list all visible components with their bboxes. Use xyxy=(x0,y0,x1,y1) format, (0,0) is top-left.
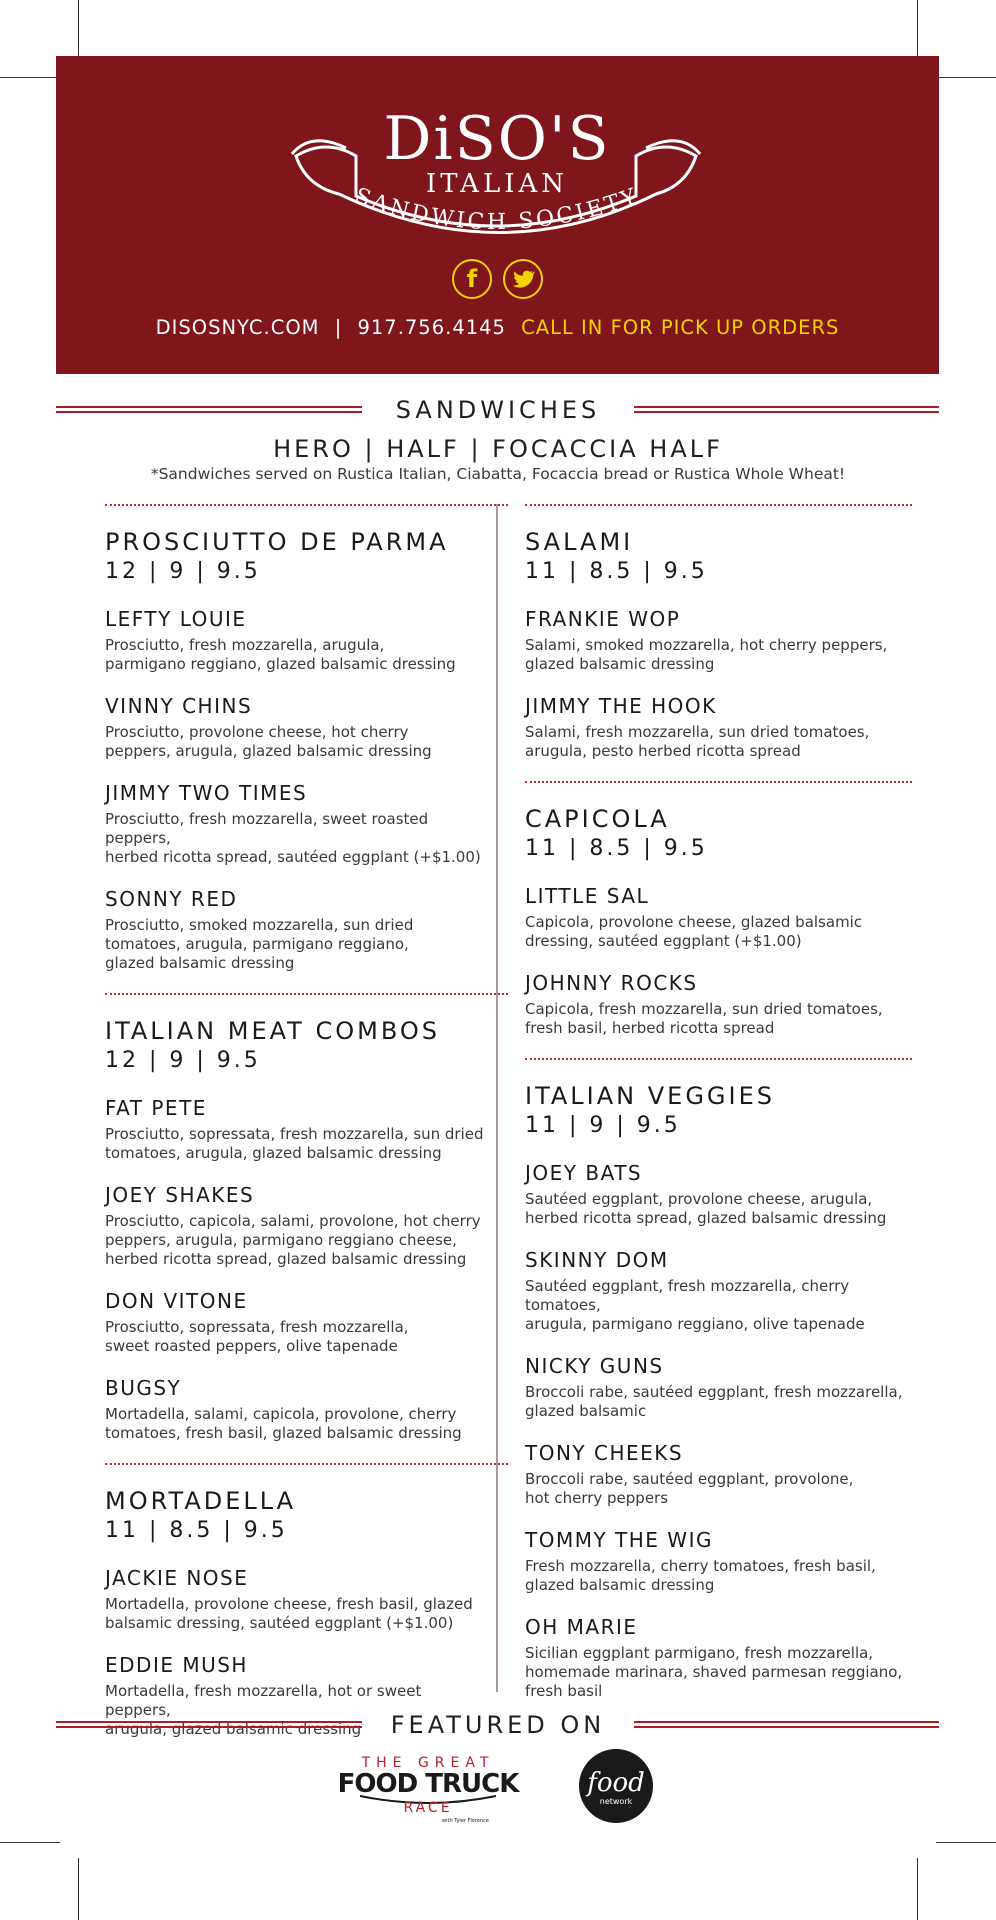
menu-item-desc: Sicilian eggplant parmigano, fresh mozzarella, homemade marinara, shaved parmesan reggiano, fresh basil xyxy=(525,1644,903,1700)
menu-column-right xyxy=(525,504,920,1721)
food-truck-race-logo xyxy=(330,1738,660,1838)
category-prices: 12 | 9 | 9.5 xyxy=(105,559,261,584)
column-divider xyxy=(496,504,498,1692)
sizes-heading: HERO | HALF | FOCACCIA HALF xyxy=(273,435,723,463)
brand-name: DiSO'S xyxy=(383,104,611,174)
category-prices: 11 | 8.5 | 9.5 xyxy=(525,559,708,584)
section-divider xyxy=(105,504,508,506)
brand-logo xyxy=(56,56,939,256)
facebook-icon[interactable]: f xyxy=(452,259,492,299)
section-divider xyxy=(525,781,912,783)
contact-line xyxy=(56,316,939,339)
show-line1: THE GREAT xyxy=(361,1755,495,1771)
header-banner xyxy=(56,56,939,374)
menu-item-desc: Salami, smoked mozzarella, hot cherry peppers, glazed balsamic dressing xyxy=(525,636,888,673)
crop-mark xyxy=(936,1842,996,1843)
menu-item-desc: Prosciutto, smoked mozzarella, sun dried tomatoes, arugula, parmigano reggiano, glazed balsamic dressing xyxy=(105,916,414,972)
menu-item-name: SONNY RED xyxy=(105,887,238,911)
menu-item xyxy=(525,971,920,1038)
menu-item-name: BUGSY xyxy=(105,1376,182,1400)
network-sub: network xyxy=(599,1797,633,1806)
menu-item xyxy=(105,1376,490,1443)
menu-item xyxy=(105,1566,490,1633)
show-line2: FOOD TRUCK xyxy=(337,1769,519,1799)
menu-item-desc: Salami, fresh mozzarella, sun dried tomatoes, arugula, pesto herbed ricotta spread xyxy=(525,723,870,760)
menu-column-left xyxy=(105,504,490,1759)
menu-item-name: EDDIE MUSH xyxy=(105,1653,248,1677)
network-name: food xyxy=(587,1768,645,1798)
menu-item-name: JOEY SHAKES xyxy=(105,1183,255,1207)
crop-mark xyxy=(917,1858,918,1920)
category-prices: 11 | 8.5 | 9.5 xyxy=(525,836,708,861)
menu-item-name: TONY CHEEKS xyxy=(525,1441,684,1465)
menu-item-name: DON VITONE xyxy=(105,1289,248,1313)
menu-item-desc: Prosciutto, fresh mozzarella, sweet roasted peppers, herbed ricotta spread, sautéed eggplant (+$1.00) xyxy=(105,810,481,866)
section-divider xyxy=(525,1058,912,1060)
menu-item xyxy=(525,607,920,674)
menu-item-desc: Mortadella, salami, capicola, provolone, cherry tomatoes, fresh basil, glazed balsamic dressing xyxy=(105,1405,462,1442)
menu-item-name: LITTLE SAL xyxy=(525,884,650,908)
menu-item-name: FAT PETE xyxy=(105,1096,207,1120)
social-links xyxy=(56,259,939,299)
category-prices: 12 | 9 | 9.5 xyxy=(105,1048,261,1073)
pickup-callout: CALL IN FOR PICK UP ORDERS xyxy=(521,316,840,339)
menu-item-name: VINNY CHINS xyxy=(105,694,253,718)
category-prices: 11 | 8.5 | 9.5 xyxy=(105,1518,288,1543)
website-link[interactable]: DISOSNYC.COM xyxy=(155,316,320,339)
menu-item-desc: Mortadella, provolone cheese, fresh basil, glazed balsamic dressing, sautéed eggplant (+$1.00) xyxy=(105,1595,473,1632)
show-host: with Tyler Florence xyxy=(442,1818,489,1824)
menu-item-name: JOHNNY ROCKS xyxy=(525,971,698,995)
crop-mark xyxy=(917,0,918,60)
menu-item-desc: Capicola, fresh mozzarella, sun dried tomatoes, fresh basil, herbed ricotta spread xyxy=(525,1000,883,1037)
menu-item-desc: Broccoli rabe, sautéed eggplant, provolone, hot cherry peppers xyxy=(525,1470,854,1507)
menu-item xyxy=(105,781,490,867)
menu-item xyxy=(525,694,920,761)
menu-item xyxy=(105,887,490,973)
section-divider xyxy=(525,504,912,506)
featured-logos xyxy=(330,1738,660,1838)
menu-item-desc: Prosciutto, provolone cheese, hot cherry peppers, arugula, glazed balsamic dressing xyxy=(105,723,432,760)
twitter-icon[interactable] xyxy=(503,259,543,299)
sandwiches-heading: SANDWICHES xyxy=(395,396,601,424)
menu-item-name: TOMMY THE WIG xyxy=(525,1528,713,1552)
menu-item xyxy=(105,1183,490,1269)
menu-item xyxy=(105,607,490,674)
brand-line2: ITALIAN xyxy=(425,169,569,199)
show-line3: RACE xyxy=(403,1800,453,1816)
menu-item xyxy=(525,1161,920,1228)
crop-mark xyxy=(78,1858,79,1920)
menu-item-desc: Sautéed eggplant, provolone cheese, arugula, herbed ricotta spread, glazed balsamic dressing xyxy=(525,1190,887,1227)
menu-item-desc: Prosciutto, fresh mozzarella, arugula, parmigano reggiano, glazed balsamic dressing xyxy=(105,636,456,673)
brand-line3: SANDWICH SOCIETY xyxy=(351,183,643,236)
menu-item-name: NICKY GUNS xyxy=(525,1354,664,1378)
menu-item-desc: Mortadella, fresh mozzarella, hot or sweet peppers, arugula, glazed balsamic dressing xyxy=(105,1682,422,1738)
menu-item-name: SKINNY DOM xyxy=(525,1248,669,1272)
menu-item xyxy=(525,1528,920,1595)
menu-item-name: JIMMY THE HOOK xyxy=(525,694,717,718)
crop-mark xyxy=(936,77,996,78)
menu-item-desc: Prosciutto, capicola, salami, provolone, hot cherry peppers, arugula, parmigano reggiano cheese, herbed ricotta spread, glazed balsamic dressing xyxy=(105,1212,481,1268)
category-title: MORTADELLA xyxy=(105,1487,297,1515)
category-title: ITALIAN MEAT COMBOS xyxy=(105,1017,440,1045)
crop-mark xyxy=(0,1842,60,1843)
menu-item-name: FRANKIE WOP xyxy=(525,607,681,631)
menu-item-name: JOEY BATS xyxy=(525,1161,643,1185)
menu-item-desc: Broccoli rabe, sautéed eggplant, fresh mozzarella, glazed balsamic xyxy=(525,1383,903,1420)
category-title: CAPICOLA xyxy=(525,805,670,833)
category-title: PROSCIUTTO DE PARMA xyxy=(105,528,449,556)
menu-item-name: JIMMY TWO TIMES xyxy=(105,781,308,805)
section-divider xyxy=(105,1463,508,1465)
phone-number[interactable]: 917.756.4145 xyxy=(357,316,506,339)
menu-item-name: LEFTY LOUIE xyxy=(105,607,247,631)
menu-item-desc: Fresh mozzarella, cherry tomatoes, fresh basil, glazed balsamic dressing xyxy=(525,1557,876,1594)
category-prices: 11 | 9 | 9.5 xyxy=(525,1113,681,1138)
category-title: SALAMI xyxy=(525,528,634,556)
crop-mark xyxy=(78,0,79,60)
menu-item-name: JACKIE NOSE xyxy=(105,1566,249,1590)
category-title: ITALIAN VEGGIES xyxy=(525,1082,775,1110)
bread-note: *Sandwiches served on Rustica Italian, Ciabatta, Focaccia bread or Rustica Whole Wheat! xyxy=(150,465,846,483)
menu-item xyxy=(105,1096,490,1163)
menu-item-desc: Prosciutto, sopressata, fresh mozzarella, sun dried tomatoes, arugula, glazed balsamic dressing xyxy=(105,1125,484,1162)
menu-item xyxy=(525,1615,920,1701)
menu-item-desc: Sautéed eggplant, fresh mozzarella, cherry tomatoes, arugula, parmigano reggiano, olive tapenade xyxy=(525,1277,865,1333)
menu-item xyxy=(525,884,920,951)
menu-item xyxy=(525,1441,920,1508)
menu-item-desc: Capicola, provolone cheese, glazed balsamic dressing, sautéed eggplant (+$1.00) xyxy=(525,913,863,950)
menu-item xyxy=(525,1354,920,1421)
menu-item xyxy=(525,1248,920,1334)
menu-item-name: OH MARIE xyxy=(525,1615,638,1639)
contact-separator: | xyxy=(334,316,343,339)
menu-item-desc: Prosciutto, sopressata, fresh mozzarella, sweet roasted peppers, olive tapenade xyxy=(105,1318,409,1355)
crop-mark xyxy=(0,77,60,78)
menu-item xyxy=(105,1289,490,1356)
menu-item xyxy=(105,694,490,761)
section-divider xyxy=(105,993,508,995)
featured-heading: FEATURED ON xyxy=(390,1711,606,1739)
